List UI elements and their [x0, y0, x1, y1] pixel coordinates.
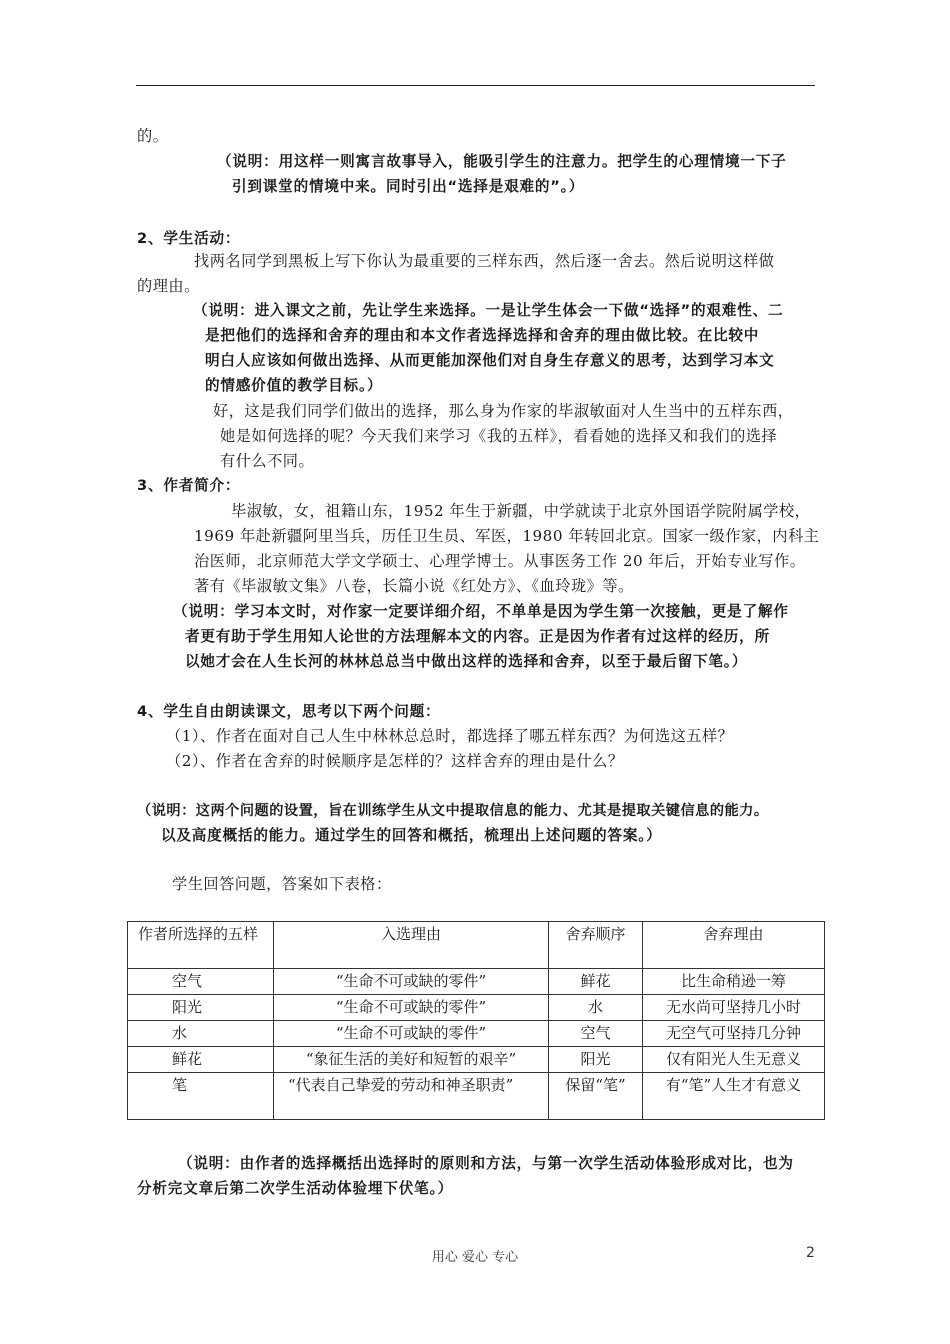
note-line: 的情感价值的教学目标。） — [205, 377, 383, 394]
paragraph-line: 的。 — [137, 127, 169, 145]
note-line: 分析完文章后第二次学生活动体验埋下伏笔。） — [137, 1180, 453, 1197]
section-heading-4: 4、学生自由朗读课文，思考以下两个问题： — [137, 703, 441, 720]
header-rule — [136, 85, 815, 86]
table-header-cell: 作者所选择的五样 — [128, 922, 274, 969]
note-line: （说明：这两个问题的设置，旨在训练学生从文中提取信息的能力、尤其是提取关键信息的能力。 — [137, 803, 769, 819]
table-header-row — [128, 922, 825, 969]
note-line: 者更有助于学生用知人论世的方法理解本文的内容。正是因为作者有过这样的经历，所 — [185, 628, 770, 645]
paragraph-line: 1969 年赴新疆阿里当兵，历任卫生员、军医，1980 年转回北京。国家一级作家，内科主 — [194, 527, 820, 545]
table-cell: “象征生活的美好和短暂的艰辛” — [274, 1047, 549, 1073]
table-cell: 空气 — [549, 1021, 643, 1047]
question-1: （1）、作者在面对自己人生中林林总总时，都选择了哪五样东西？为何选这五样？ — [166, 727, 734, 745]
table-cell: “代表自己挚爱的劳动和神圣职责” — [274, 1073, 549, 1120]
note-line: 以及高度概括的能力。通过学生的回答和概括，梳理出上述问题的答案。） — [161, 827, 662, 844]
table-cell: 笔 — [128, 1073, 274, 1120]
note-line: 引到课堂的情境中来。同时引出“选择是艰难的”。） — [232, 178, 585, 195]
table-row — [128, 1073, 825, 1120]
note-line: 是把他们的选择和舍弃的理由和本文作者选择选择和舍弃的理由做比较。在比较中 — [205, 327, 760, 344]
paragraph-line: 她是如何选择的呢？今天我们来学习《我的五样》，看看她的选择又和我们的选择 — [220, 427, 778, 445]
note-line: （说明：进入课文之前，先让学生来选择。一是让学生体会一下做“选择”的艰难性、二 — [193, 302, 784, 319]
table-header-cell: 舍弃顺序 — [549, 922, 643, 969]
table-row — [128, 969, 825, 995]
paragraph-line: 找两名同学到黑板上写下你认为最重要的三样东西，然后逐一舍去。然后说明这样做 — [194, 252, 775, 270]
note-line: （说明：用这样一则寓言故事导入，能吸引学生的注意力。把学生的心理情境一下子 — [217, 153, 787, 170]
table-row — [128, 1047, 825, 1073]
table-cell: 保留“笔” — [549, 1073, 643, 1120]
table-cell: 无水尚可坚持几小时 — [643, 995, 825, 1021]
table-cell: 无空气可坚持几分钟 — [643, 1021, 825, 1047]
table-row — [128, 995, 825, 1021]
table-cell: 有“笔”人生才有意义 — [643, 1073, 825, 1120]
table-header-cell: 舍弃理由 — [643, 922, 825, 969]
table-cell: 鲜花 — [549, 969, 643, 995]
paragraph-line: 治医师，北京师范大学文学硕士、心理学博士。从事医务工作 20 年后，开始专业写作。 — [194, 552, 806, 570]
table-cell: 鲜花 — [128, 1047, 274, 1073]
note-line: （说明：由作者的选择概括出选择时的原则和方法，与第一次学生活动体验形成对比，也为 — [178, 1155, 794, 1172]
question-2: （2）、作者在舍弃的时候顺序是怎样的？这样舍弃的理由是什么？ — [166, 752, 624, 770]
table-header-cell: 入选理由 — [274, 922, 549, 969]
section-heading-2: 2、学生活动： — [137, 230, 241, 247]
table-cell: “生命不可或缺的零件” — [274, 969, 549, 995]
paragraph-line: 有什么不同。 — [220, 452, 315, 470]
table-row — [128, 1021, 825, 1047]
note-line: （说明：学习本文时，对作家一定要详细介绍，不单单是因为学生第一次接触，更是了解作 — [173, 603, 789, 620]
table-cell: 水 — [549, 995, 643, 1021]
note-line: 明白人应该如何做出选择、从而更能加深他们对自身生存意义的思考，达到学习本文 — [205, 352, 775, 369]
section-heading-3: 3、作者简介： — [137, 477, 241, 494]
paragraph-line: 毕淑敏，女，祖籍山东，1952 年生于新疆，中学就读于北京外国语学院附属学校， — [231, 502, 811, 520]
table-cell: 阳光 — [549, 1047, 643, 1073]
table-cell: 仅有阳光人生无意义 — [643, 1047, 825, 1073]
paragraph-line: 好，这是我们同学们做出的选择，那么身为作家的毕淑敏面对人生当中的五样东西， — [213, 402, 794, 420]
table-cell: 水 — [128, 1021, 274, 1047]
page-number: 2 — [806, 1245, 815, 1261]
paragraph-line: 著有《毕淑敏文集》八卷，长篇小说《红处方》、《血玲珑》等。 — [194, 577, 634, 595]
table-cell: “生命不可或缺的零件” — [274, 1021, 549, 1047]
page-footer: 用心 爱心 专心 — [431, 1250, 519, 1265]
paragraph-line: 的理由。 — [137, 277, 200, 295]
table-cell: 比生命稍逊一筹 — [643, 969, 825, 995]
note-line: 以她才会在人生长河的林林总总当中做出这样的选择和舍弃，以至于最后留下笔。） — [185, 653, 748, 670]
table-cell: 空气 — [128, 969, 274, 995]
answer-table — [127, 921, 825, 1120]
table-cell: 阳光 — [128, 995, 274, 1021]
table-cell: “生命不可或缺的零件” — [274, 995, 549, 1021]
table-intro: 学生回答问题，答案如下表格： — [172, 875, 392, 893]
